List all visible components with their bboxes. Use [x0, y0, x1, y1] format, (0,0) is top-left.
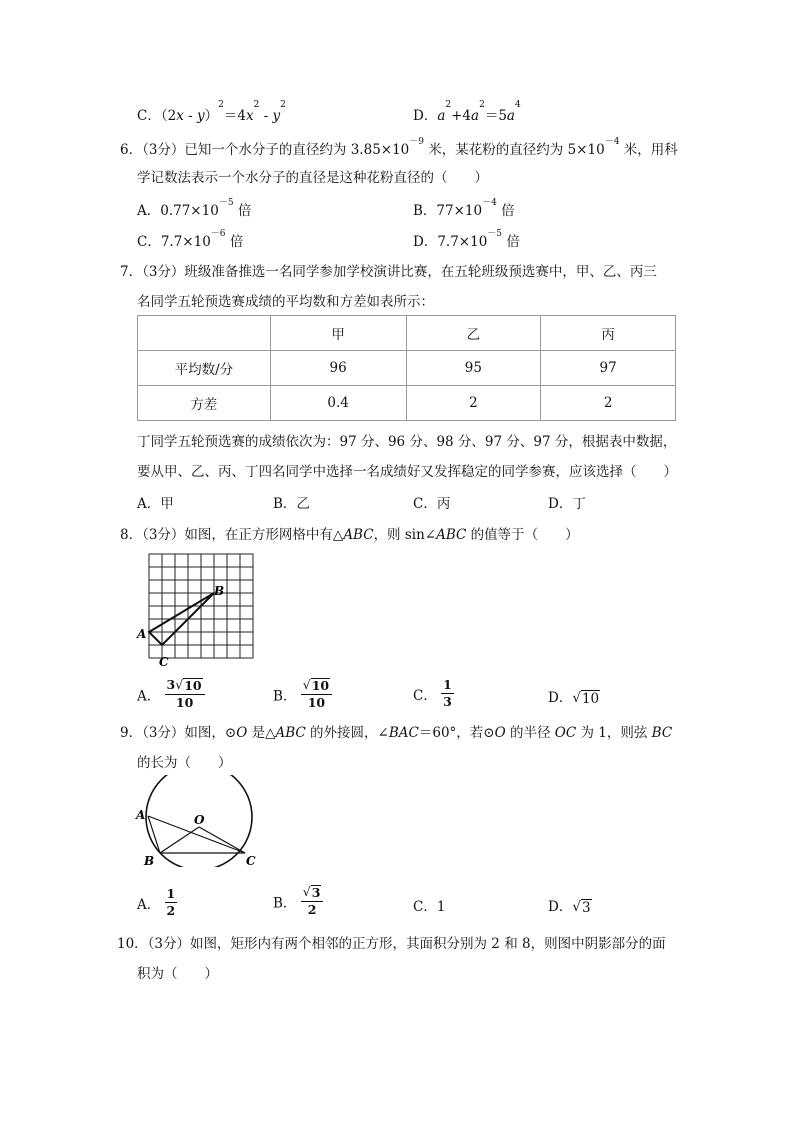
q7-option-c: C．丙: [413, 496, 451, 512]
segment-oc: [199, 827, 245, 853]
table-cell: 0.4: [270, 386, 406, 421]
fraction: √ 3 2: [301, 885, 324, 918]
label-b: B: [214, 584, 225, 598]
table-cell: 96: [270, 351, 406, 386]
q9-option-d: D． √ 3: [548, 899, 591, 916]
table-header-cell: 乙: [406, 316, 541, 351]
table-header-cell: 丙: [541, 316, 676, 351]
q7-stats-table: [137, 315, 676, 421]
q7-stem-line1: 7．（3分）班级准备推选一名同学参加学校演讲比赛，在五轮班级预选赛中，甲、乙、丙三: [120, 264, 657, 280]
q5-option-c: C．$(2x - y)^2=4x^2 - y^2$: [137, 100, 286, 124]
q9-stem-line1: 9．（3分）如图，⊙O 是△ABC 的外接圆，∠BAC＝60°，若⊙O 的半径 OC 为 1，则弦 BC: [120, 725, 673, 741]
label-c: C: [246, 854, 256, 867]
label-b: B: [144, 854, 155, 867]
q8-option-a: A． 3 √ 10 10: [137, 678, 205, 711]
table-cell: 平均数/分: [138, 351, 271, 386]
q10-stem-line1: 10．（3分）如图，矩形内有两个相邻的正方形，其面积分别为 2 和 8，则图中阴影部分的面: [117, 936, 666, 952]
q6-option-b: B．$77\times 10^{-4}$ 倍: [413, 198, 515, 219]
table-cell: 2: [406, 386, 541, 421]
label-c: C: [159, 655, 169, 669]
table-cell: 方差: [138, 386, 271, 421]
label-a: A: [136, 808, 146, 822]
q7-data-line1: 丁同学五轮预选赛的成绩依次为：97 分、96 分、98 分、97 分、97 分，根据表中数据，: [137, 434, 677, 450]
q8-option-d: D． √ 10: [548, 690, 600, 707]
q8-grid-figure: [135, 548, 265, 670]
fraction: $\frac{1}{2}$: [166, 886, 176, 919]
q6-option-c: C．$7.7\times 10^{-6}$ 倍: [137, 229, 244, 250]
q8-option-b: B． √ 10 10: [273, 678, 332, 711]
table-cell: 2: [541, 386, 676, 421]
q6-stem-line1: 6．（3分）已知一个水分子的直径约为 $3.85\times 10^{-9}$ 米，某花粉的直径约为 $5\times 10^{-4}$ 米，用科: [120, 137, 678, 158]
q6-option-a: A．$0.77\times 10^{-5}$ 倍: [137, 198, 252, 219]
table-row: [138, 351, 676, 386]
q7-option-a: A．甲: [137, 496, 174, 512]
q6-option-d: D．$7.7\times 10^{-5}$ 倍: [413, 229, 520, 250]
q7-stem-line2: 名同学五轮预选赛成绩的平均数和方差如表所示：: [137, 294, 434, 310]
table-header-cell: 甲: [270, 316, 406, 351]
q9-stem-line2: 的长为（ ）: [137, 755, 232, 771]
q10-stem-line2: 积为（ ）: [137, 966, 218, 982]
table-cell: 97: [541, 351, 676, 386]
fraction: 3 √ 10 10: [165, 678, 205, 711]
q7-data-line2: 要从甲、乙、丙、丁四名同学中选择一名成绩好又发挥稳定的同学参赛，应该选择（ ）: [137, 464, 677, 480]
segment-ob: [160, 827, 199, 853]
fraction: √ 10 10: [301, 678, 332, 711]
table-row: [138, 386, 676, 421]
q9-option-c: C．1: [413, 899, 446, 915]
q9-option-a: A． $\frac{1}{2}$: [137, 886, 176, 919]
q7-option-b: B．乙: [273, 496, 310, 512]
label-a: A: [137, 627, 147, 641]
table-cell: 95: [406, 351, 541, 386]
q8-option-c: C． $\frac{1}{3}$: [413, 677, 452, 710]
table-header-cell: [138, 316, 271, 351]
q9-circle-figure: [134, 775, 264, 867]
table-header-row: [138, 316, 676, 351]
q6-stem-line2: 学记数法表示一个水分子的直径是这种花粉直径的（ ）: [137, 170, 488, 186]
fraction: $\frac{1}{3}$: [443, 677, 452, 710]
q9-option-b: B． √ 3 2: [273, 885, 323, 918]
q7-option-d: D．丁: [548, 496, 586, 512]
q5-option-d: D．$a^2+4a^2=5a^4$: [413, 100, 521, 124]
q8-stem: 8．（3分）如图，在正方形网格中有△ABC，则 sin∠ABC 的值等于（ ）: [120, 527, 579, 543]
label-o: O: [194, 813, 205, 827]
